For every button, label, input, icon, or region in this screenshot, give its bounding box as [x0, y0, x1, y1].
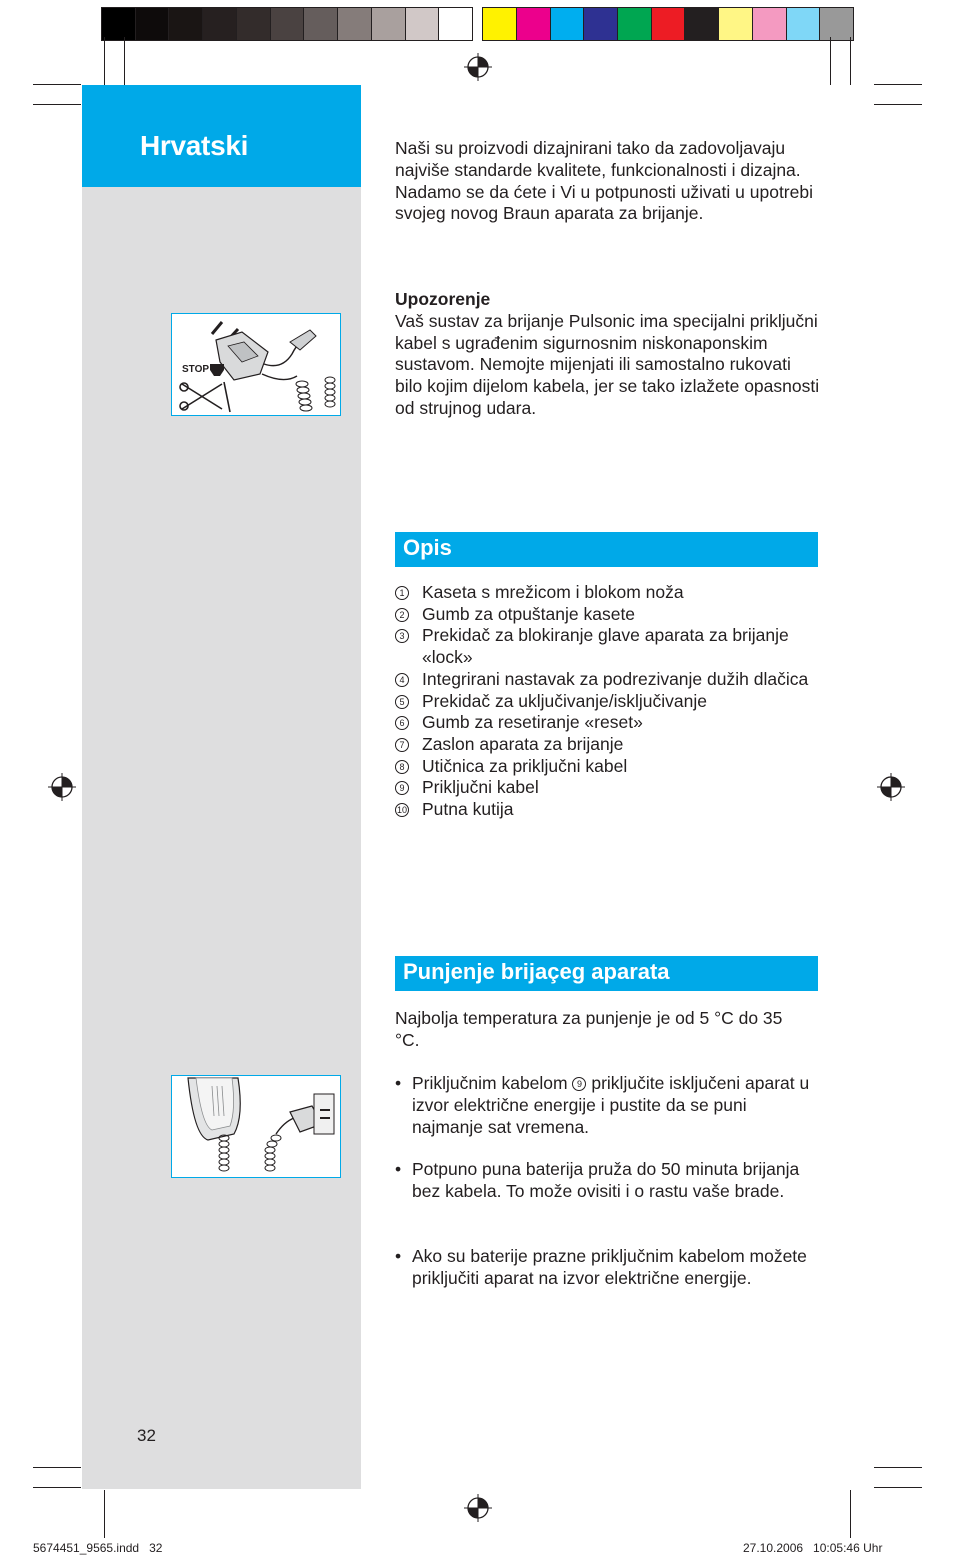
color-swatch-color-7 — [684, 7, 719, 41]
part-number-badge: 3 — [395, 629, 409, 643]
list-item-text: Integrirani nastavak za podrezivanje dužih dlačica — [422, 668, 809, 689]
sidebar — [82, 85, 361, 1489]
list-item — [395, 734, 815, 756]
color-swatch-color-4 — [583, 7, 618, 41]
color-swatch-color-9 — [752, 7, 787, 41]
part-number-badge: 9 — [395, 781, 409, 795]
color-swatch-color-11 — [819, 7, 854, 41]
section-title: Punjenje brijaçeg aparata — [403, 959, 670, 984]
list-item-text: Prekidač za uključivanje/isključivanje — [422, 690, 707, 711]
list-item — [395, 625, 815, 668]
color-swatch-color-8 — [718, 7, 753, 41]
page-title: Hrvatski — [140, 130, 249, 161]
part-number-badge: 2 — [395, 608, 409, 622]
bullet-marker: • — [395, 1159, 402, 1179]
warning-block — [395, 289, 820, 420]
list-item-text: Utičnica za priključni kabel — [422, 755, 628, 776]
charging-illustration — [171, 1075, 341, 1178]
color-swatch-color-6 — [651, 7, 686, 41]
color-swatch-gray-10 — [405, 7, 440, 41]
color-swatch-gray-9 — [371, 7, 406, 41]
color-bar-gap — [472, 7, 482, 41]
section-header-charging — [395, 956, 818, 991]
color-swatch-gray-3 — [168, 7, 203, 41]
color-swatch-color-3 — [550, 7, 585, 41]
color-swatch-gray-8 — [337, 7, 372, 41]
list-item-text: Gumb za resetiranje «reset» — [422, 712, 643, 733]
footer-filename: 5674451_9565.indd 32 — [33, 1541, 163, 1555]
charging-bullet-1: • Priključnim kabelom 9 priključite isključeni aparat u izvor električne energije i pustite da se puni najmanje sat vremena. — [395, 1073, 810, 1137]
color-swatch-gray-1 — [101, 7, 136, 41]
color-swatch-color-1 — [482, 7, 517, 41]
part-number-badge: 7 — [395, 738, 409, 752]
color-swatch-color-5 — [617, 7, 652, 41]
list-item — [395, 756, 815, 778]
list-item — [395, 712, 815, 734]
part-number-badge: 9 — [572, 1077, 586, 1091]
svg-text:STOP: STOP — [182, 364, 210, 375]
list-item — [395, 799, 815, 821]
color-swatch-gray-6 — [270, 7, 305, 41]
warning-heading: Upozorenje — [395, 289, 491, 309]
section-header-opis — [395, 532, 818, 567]
list-item — [395, 604, 815, 626]
bullet-marker: • — [395, 1246, 402, 1266]
color-swatch-gray-5 — [236, 7, 271, 41]
plug-illustration — [171, 313, 341, 416]
charging-bullet-2: • Potpuno puna baterija pruža do 50 minuta brijanja bez kabela. To može ovisiti i o rastu vaše brade. — [395, 1159, 800, 1201]
list-item — [395, 691, 815, 713]
color-swatch-gray-2 — [135, 7, 170, 41]
registration-mark-icon — [876, 772, 906, 802]
charging-temperature: Najbolja temperatura za punjenje je od 5 °C do 35 °C. — [395, 1008, 783, 1050]
list-item-text: Zaslon aparata za brijanje — [422, 733, 624, 754]
color-swatch-gray-7 — [303, 7, 338, 41]
list-item — [395, 777, 815, 799]
part-number-badge: 6 — [395, 716, 409, 730]
list-item-text: Putna kutija — [422, 799, 514, 820]
registration-mark-icon — [47, 772, 77, 802]
color-swatch-color-10 — [786, 7, 821, 41]
section-title: Opis — [403, 535, 452, 560]
part-number-badge: 4 — [395, 673, 409, 687]
list-item-text: Gumb za otpuštanje kasete — [422, 603, 636, 624]
color-swatch-gray-4 — [202, 7, 237, 41]
color-swatch-color-2 — [516, 7, 551, 41]
bullet-marker: • — [395, 1073, 402, 1093]
charging-bullet-3: • Ako su baterije prazne priključnim kabelom možete priključiti aparat na izvor električne energije. — [395, 1246, 807, 1288]
list-item-text: Kaseta s mrežicom i blokom noža — [422, 582, 684, 602]
list-item-text: Prekidač za blokiranje glave aparata za brijanje «lock» — [422, 625, 789, 668]
warning-text: Vaš sustav za brijanje Pulsonic ima specijalni priključni kabel s ugrađenim sigurnosnim niskonaponskim sustavom. Nemojte mijenjati ili samostalno rukovati bilo kojim dijelom kabela, jer se tako izlažete opasnosti od strujnog udara. — [395, 310, 820, 418]
color-calibration-bar — [101, 7, 853, 41]
plug-cable-stop-icon — [172, 314, 339, 414]
registration-mark-icon — [463, 1493, 493, 1523]
part-number-badge: 8 — [395, 760, 409, 774]
part-number-badge: 10 — [396, 805, 407, 816]
color-swatch-gray-11 — [438, 7, 473, 41]
shaver-charging-icon — [172, 1076, 339, 1176]
intro-paragraph: Naši su proizvodi dizajnirani tako da zadovoljavaju najviše standarde kvalitete, funkcionalnosti i dizajna. Nadamo se da ćete i Vi u potpunosti uživati u upotrebi svojeg novog Braun aparata za brijanje. — [395, 138, 813, 224]
list-item — [395, 669, 815, 691]
registration-mark-icon — [463, 52, 493, 82]
list-item-text: Priključni kabel — [422, 777, 539, 798]
parts-list — [395, 582, 815, 821]
page-number: 32 — [137, 1426, 156, 1445]
list-item — [395, 582, 815, 604]
part-number-badge: 1 — [395, 586, 409, 600]
footer-timestamp: 27.10.2006 10:05:46 Uhr — [743, 1541, 883, 1555]
part-number-badge: 5 — [395, 695, 409, 709]
